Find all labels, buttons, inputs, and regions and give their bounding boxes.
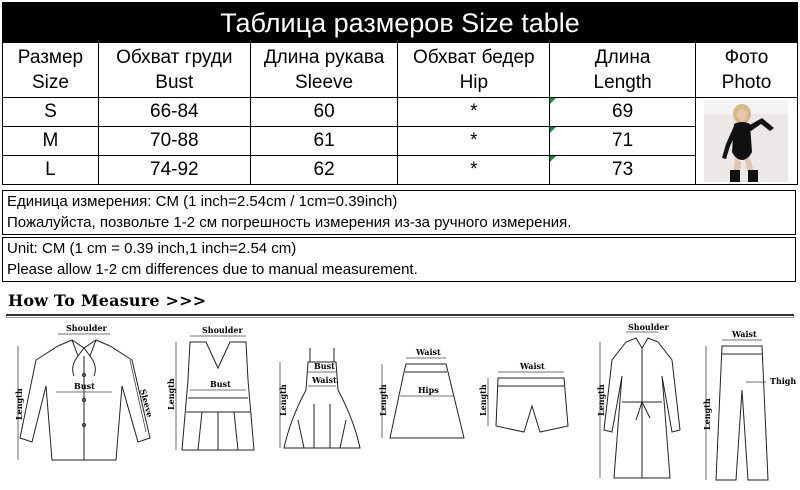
- cell-hip: *: [398, 98, 550, 127]
- model-photo: [704, 100, 788, 182]
- pants-diagram: [696, 320, 796, 485]
- waist-label: Waist: [520, 361, 545, 371]
- divider: [6, 317, 794, 318]
- cell-size: L: [3, 156, 99, 185]
- length-label: Length: [478, 384, 488, 416]
- table-row: [3, 98, 798, 127]
- note-en-tolerance: Please allow 1-2 cm differences due to manual measurement.: [7, 261, 418, 278]
- bust-label: Bust: [210, 379, 231, 389]
- sleeve-label: Sleeve: [138, 387, 156, 419]
- length-label: Length: [702, 398, 712, 430]
- shoulder-label: Shoulder: [628, 322, 669, 332]
- cell-hip: *: [398, 156, 550, 185]
- length-label: Length: [278, 384, 288, 416]
- cell-sleeve: 60: [250, 98, 398, 127]
- cell-length: 71: [550, 127, 696, 156]
- cell-length: 69: [550, 98, 696, 127]
- cell-sleeve: 61: [250, 127, 398, 156]
- photo-cell: [695, 98, 797, 185]
- cell-size: M: [3, 127, 99, 156]
- cell-sleeve: 62: [250, 156, 398, 185]
- table-header-row: [3, 43, 798, 98]
- header-length: Длина Length: [550, 43, 696, 98]
- header-size: Размер Size: [3, 43, 99, 98]
- cell-length: 73: [550, 156, 696, 185]
- header-photo: Фото Photo: [695, 43, 797, 98]
- divider: [6, 314, 794, 316]
- waist-label: Waist: [732, 329, 757, 339]
- note-english: [2, 237, 796, 282]
- length-label: Length: [166, 378, 176, 410]
- waist-label: Waist: [312, 375, 337, 385]
- shirt-diagram: [10, 320, 160, 485]
- header-hip: Обхват бедер Hip: [398, 43, 550, 98]
- header-bust: Обхват груди Bust: [98, 43, 250, 98]
- table-row: [3, 127, 798, 156]
- length-label: Length: [378, 384, 388, 416]
- size-table-title: Таблица размеров Size table: [2, 2, 798, 42]
- header-sleeve: Длина рукава Sleeve: [250, 43, 398, 98]
- dress-diagram: [274, 320, 369, 485]
- length-label: Length: [596, 384, 606, 416]
- size-table: [2, 42, 798, 185]
- bust-label: Bust: [314, 361, 335, 371]
- note-ru-unit: Единица измерения: CM (1 inch=2.54cm / 1cm=0.39inch): [7, 193, 398, 210]
- shorts-diagram: [474, 320, 584, 485]
- note-en-unit: Unit: CM (1 cm = 0.39 inch,1 inch=2.54 cm): [7, 240, 297, 257]
- cell-size: S: [3, 98, 99, 127]
- coat-diagram: [592, 320, 692, 485]
- length-label: Length: [14, 388, 24, 420]
- table-row: [3, 156, 798, 185]
- tank-top-diagram: [162, 320, 272, 485]
- cell-bust: 66-84: [98, 98, 250, 127]
- thigh-label: Thigh: [770, 376, 796, 386]
- hips-label: Hips: [418, 385, 439, 395]
- note-russian: [2, 190, 796, 235]
- bust-label: Bust: [74, 381, 95, 391]
- shoulder-label: Shoulder: [202, 325, 243, 335]
- cell-bust: 74-92: [98, 156, 250, 185]
- waist-label: Waist: [416, 347, 441, 357]
- skirt-diagram: [372, 320, 472, 485]
- cell-hip: *: [398, 127, 550, 156]
- cell-bust: 70-88: [98, 127, 250, 156]
- how-to-measure-title: How To Measure >>>: [8, 291, 207, 310]
- note-ru-tolerance: Пожалуйста, позвольте 1-2 см погрешность измерения из-за ручного измерения.: [7, 214, 572, 231]
- shoulder-label: Shoulder: [66, 323, 107, 333]
